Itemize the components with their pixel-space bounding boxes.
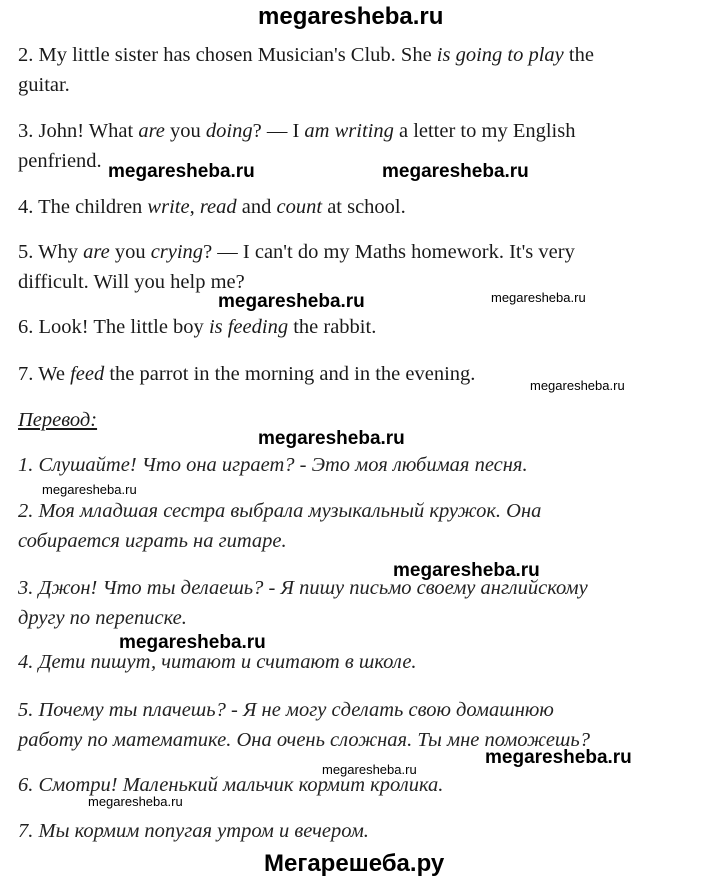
- watermark: megaresheba.ru: [530, 378, 625, 393]
- watermark: megaresheba.ru: [382, 161, 529, 182]
- translation-line-6: 4. Дети пишут, читают и считают в школе.: [18, 651, 417, 673]
- translation-line-2: 2. Моя младшая сестра выбрала музыкальный кружок. Она: [18, 500, 542, 522]
- translation-line-9: 6. Смотри! Маленький мальчик кормит кролика.: [18, 774, 444, 796]
- watermark: megaresheba.ru: [485, 747, 632, 768]
- watermark: megaresheba.ru: [491, 290, 586, 305]
- translation-line-7: 5. Почему ты плачешь? - Я не могу сделать свою домашнюю: [18, 699, 554, 721]
- header-watermark: megaresheba.ru: [258, 3, 444, 30]
- sentence-5-line-1: 5. Why are you crying? — I can't do my Maths homework. It's very: [18, 241, 575, 263]
- watermark: megaresheba.ru: [322, 762, 417, 777]
- sentence-3-line-2: penfriend.: [18, 150, 102, 172]
- watermark: megaresheba.ru: [393, 560, 540, 581]
- watermark: megaresheba.ru: [119, 632, 266, 653]
- translation-line-1: 1. Слушайте! Что она играет? - Это моя любимая песня.: [18, 454, 528, 476]
- translation-line-8: работу по математике. Она очень сложная. Ты мне поможешь?: [18, 729, 590, 751]
- translation-line-5: другу по переписке.: [18, 607, 187, 629]
- sentence-7: 7. We feed the parrot in the morning and in the evening.: [18, 363, 476, 385]
- sentence-5-line-2: difficult. Will you help me?: [18, 271, 245, 293]
- sentence-2-line-1: 2. My little sister has chosen Musician's Club. She is going to play the: [18, 44, 594, 66]
- watermark: megaresheba.ru: [258, 428, 405, 449]
- footer-brand: Мегарешеба.ру: [264, 850, 445, 877]
- watermark: megaresheba.ru: [108, 161, 255, 182]
- sentence-3-line-1: 3. John! What are you doing? — I am writing a letter to my English: [18, 120, 576, 142]
- translation-line-3: собирается играть на гитаре.: [18, 530, 287, 552]
- sentence-4: 4. The children write, read and count at school.: [18, 196, 406, 218]
- watermark: megaresheba.ru: [218, 291, 365, 312]
- translation-heading: Перевод:: [18, 409, 98, 431]
- watermark: megaresheba.ru: [88, 794, 183, 809]
- sentence-2-line-2: guitar.: [18, 74, 70, 96]
- translation-line-10: 7. Мы кормим попугая утром и вечером.: [18, 820, 369, 842]
- watermark: megaresheba.ru: [42, 482, 137, 497]
- sentence-6: 6. Look! The little boy is feeding the rabbit.: [18, 316, 377, 338]
- translation-line-4: 3. Джон! Что ты делаешь? - Я пишу письмо своему английскому: [18, 577, 588, 599]
